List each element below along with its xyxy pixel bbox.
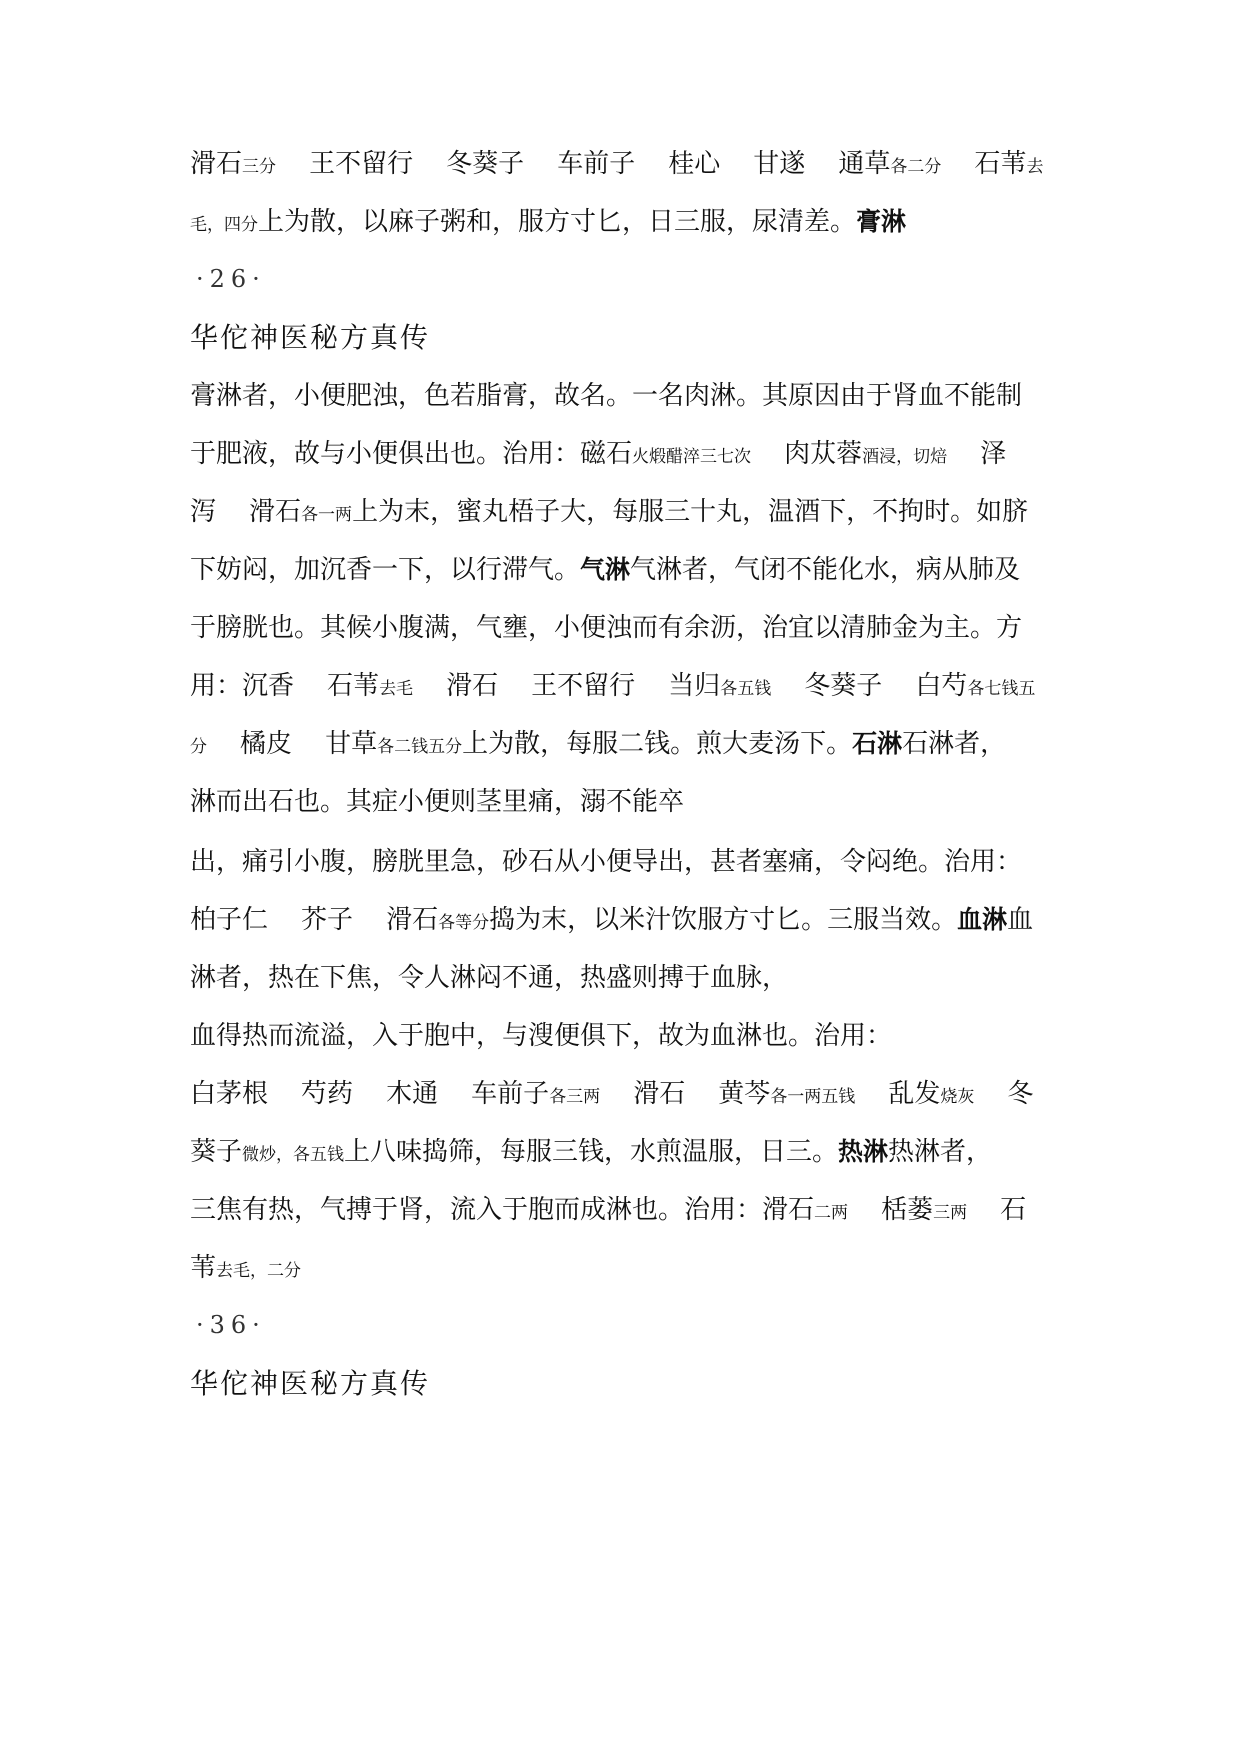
text-segment: 栝蒌	[848, 1195, 934, 1225]
text-line	[190, 784, 1070, 820]
annotation-note: 去毛，二分	[216, 1261, 302, 1281]
annotation-note: 三分	[242, 157, 277, 177]
running-head: 华佗神医秘方真传	[190, 1367, 431, 1400]
annotation-note: 烧灰	[940, 1087, 975, 1107]
section-keyword: 血淋	[957, 905, 1008, 934]
text-line	[190, 726, 1070, 765]
text-segment: 膏淋者，小便肥浊，色若脂膏，故名。一名肉淋。其原因由于肾血不能制	[190, 381, 1023, 411]
text-line	[190, 1192, 1070, 1231]
text-segment: 冬葵子 白芍	[771, 671, 968, 701]
section-keyword: 热淋	[838, 1137, 889, 1166]
section-keyword: 石淋	[852, 729, 903, 758]
text-segment: 上为散，以麻子粥和，服方寸匕，日三服，尿清差。	[258, 207, 857, 237]
text-line	[190, 378, 1070, 414]
text-line	[190, 668, 1070, 707]
text-segment: 用：沉香 石苇	[190, 671, 380, 701]
text-segment: 淋者，热在下焦，令人淋闷不通，热盛则搏于血脉，	[190, 963, 789, 993]
text-segment: 柏子仁 芥子 滑石	[190, 905, 439, 935]
annotation-note: 毛，四分	[190, 215, 258, 235]
text-segment: 橘皮 甘草	[207, 729, 378, 759]
text-segment: 石淋者，	[902, 729, 1007, 759]
text-segment: 出，痛引小腹，膀胱里急，砂石从小便导出，甚者塞痛，令闷绝。治用：	[190, 847, 1023, 877]
text-line	[190, 552, 1070, 588]
text-segment: 冬	[974, 1079, 1034, 1109]
annotation-note: 各一两五钱	[770, 1087, 856, 1107]
text-line	[190, 902, 1070, 941]
annotation-note: 微炒，各五钱	[242, 1145, 345, 1165]
page-number: ·26·	[196, 265, 266, 293]
text-segment: 滑石 黄芩	[600, 1079, 771, 1109]
text-segment: 石苇	[941, 149, 1027, 179]
text-segment: 滑石 王不留行 当归	[413, 671, 721, 701]
annotation-note: 三两	[933, 1203, 968, 1223]
annotation-note: 各一两	[301, 505, 353, 525]
annotation-note: 各七钱五	[967, 679, 1036, 699]
annotation-note: 酒浸，切焙	[862, 447, 948, 467]
text-line	[190, 1250, 1070, 1289]
text-segment: 苇	[190, 1253, 217, 1283]
text-segment: 石	[967, 1195, 1027, 1225]
text-line	[190, 1076, 1070, 1115]
annotation-note: 火煅醋淬三七次	[632, 447, 752, 467]
annotation-note: 分	[190, 737, 207, 757]
text-segment: 葵子	[190, 1137, 243, 1167]
text-segment: 上为末，蜜丸梧子大，每服三十丸，温酒下，不拘时。如脐	[352, 497, 1029, 527]
text-line	[190, 610, 1070, 646]
text-line	[190, 494, 1070, 533]
section-keyword: 气淋	[580, 555, 631, 584]
text-line	[190, 146, 1070, 185]
text-line	[190, 844, 1070, 880]
text-segment: 肉苁蓉	[751, 439, 863, 469]
text-segment: 下妨闷，加沉香一下，以行滞气。	[190, 555, 581, 585]
text-segment: 上为散，每服二钱。煎大麦汤下。	[462, 729, 853, 759]
text-segment: 捣为末，以米汁饮服方寸匕。三服当效。	[489, 905, 958, 935]
text-line	[190, 204, 1070, 243]
text-segment: 于膀胱也。其候小腹满，气壅，小便浊而有余沥，治宜以清肺金为主。方	[190, 613, 1023, 643]
text-segment: 气淋者，气闭不能化水，病从肺及	[630, 555, 1021, 585]
text-line	[190, 1134, 1070, 1173]
text-line	[190, 436, 1070, 475]
text-segment: 泻 滑石	[190, 497, 302, 527]
text-segment: 三焦有热，气搏于肾，流入于胞而成淋也。治用：滑石	[190, 1195, 815, 1225]
annotation-note: 各等分	[438, 913, 490, 933]
text-segment: 淋而出石也。其症小便则茎里痛，溺不能卒	[190, 787, 685, 817]
text-segment: 白茅根 芍药 木通 车前子	[190, 1079, 550, 1109]
annotation-note: 二两	[814, 1203, 849, 1223]
text-segment: 滑石	[190, 149, 243, 179]
text-segment: 于肥液，故与小便俱出也。治用：磁石	[190, 439, 633, 469]
text-line	[190, 960, 1070, 996]
text-segment: 乱发	[855, 1079, 941, 1109]
text-line	[190, 1018, 1070, 1054]
text-segment: 血得热而流溢，入于胞中，与溲便俱下，故为血淋也。治用：	[190, 1021, 893, 1051]
section-keyword: 膏淋	[856, 207, 907, 236]
annotation-note: 去	[1026, 157, 1044, 177]
text-segment: 热淋者，	[888, 1137, 993, 1167]
text-segment: 泽	[947, 439, 1007, 469]
running-head: 华佗神医秘方真传	[190, 321, 431, 354]
text-segment: 血	[1007, 905, 1034, 935]
annotation-note: 去毛	[379, 679, 414, 699]
annotation-note: 各二钱五分	[377, 737, 463, 757]
text-segment: 上八味捣筛，每服三钱，水煎温服，日三。	[344, 1137, 839, 1167]
annotation-note: 各五钱	[720, 679, 772, 699]
annotation-note: 各三两	[549, 1087, 601, 1107]
page-number: ·36·	[196, 1311, 266, 1339]
text-segment: 王不留行 冬葵子 车前子 桂心 甘遂 通草	[276, 149, 891, 179]
annotation-note: 各二分	[890, 157, 942, 177]
